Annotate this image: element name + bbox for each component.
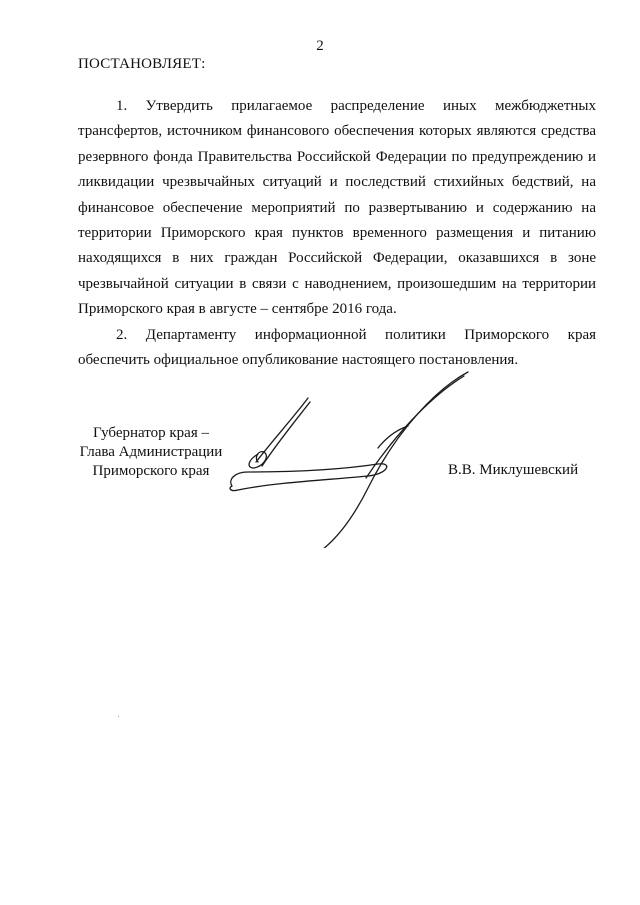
signatory-title xyxy=(76,424,226,481)
signatory-title-line-1: Губернатор края – xyxy=(93,425,209,441)
scan-artifact-dot xyxy=(118,716,119,717)
page-number: 2 xyxy=(316,38,324,54)
resolution-heading: ПОСТАНОВЛЯЕТ: xyxy=(78,56,206,72)
paragraph-2: 2. Департаменту информационной политики Приморского края обеспечить официальное опубликование настоящего постановления. xyxy=(78,327,596,369)
signatory-title-line-3: Приморского края xyxy=(92,463,210,479)
signatory-name: В.В. Миклушевский xyxy=(448,462,579,478)
handwritten-signature xyxy=(218,368,478,548)
paragraph-1: 1. Утвердить прилагаемое распределение иных межбюджетных трансфертов, источником финансового обеспечения которых являются средства резервного фонда Правительства Российской Федерации по предупреждению и ликвидации чрезвычайных ситуаций и последствий стихийных бедствий, на финансовое обеспечение мероприятий по развертыванию и содержанию на территории Приморского края пунктов временного размещения и питанию находящихся в них граждан Российской Федерации, оказавшихся в зоне чрезвычайной ситуации в связи с наводнением, произошедшим на территории Приморского края в августе – сентябре 2016 года. xyxy=(78,98,596,318)
signatory-title-line-2: Глава Администрации xyxy=(79,444,223,460)
